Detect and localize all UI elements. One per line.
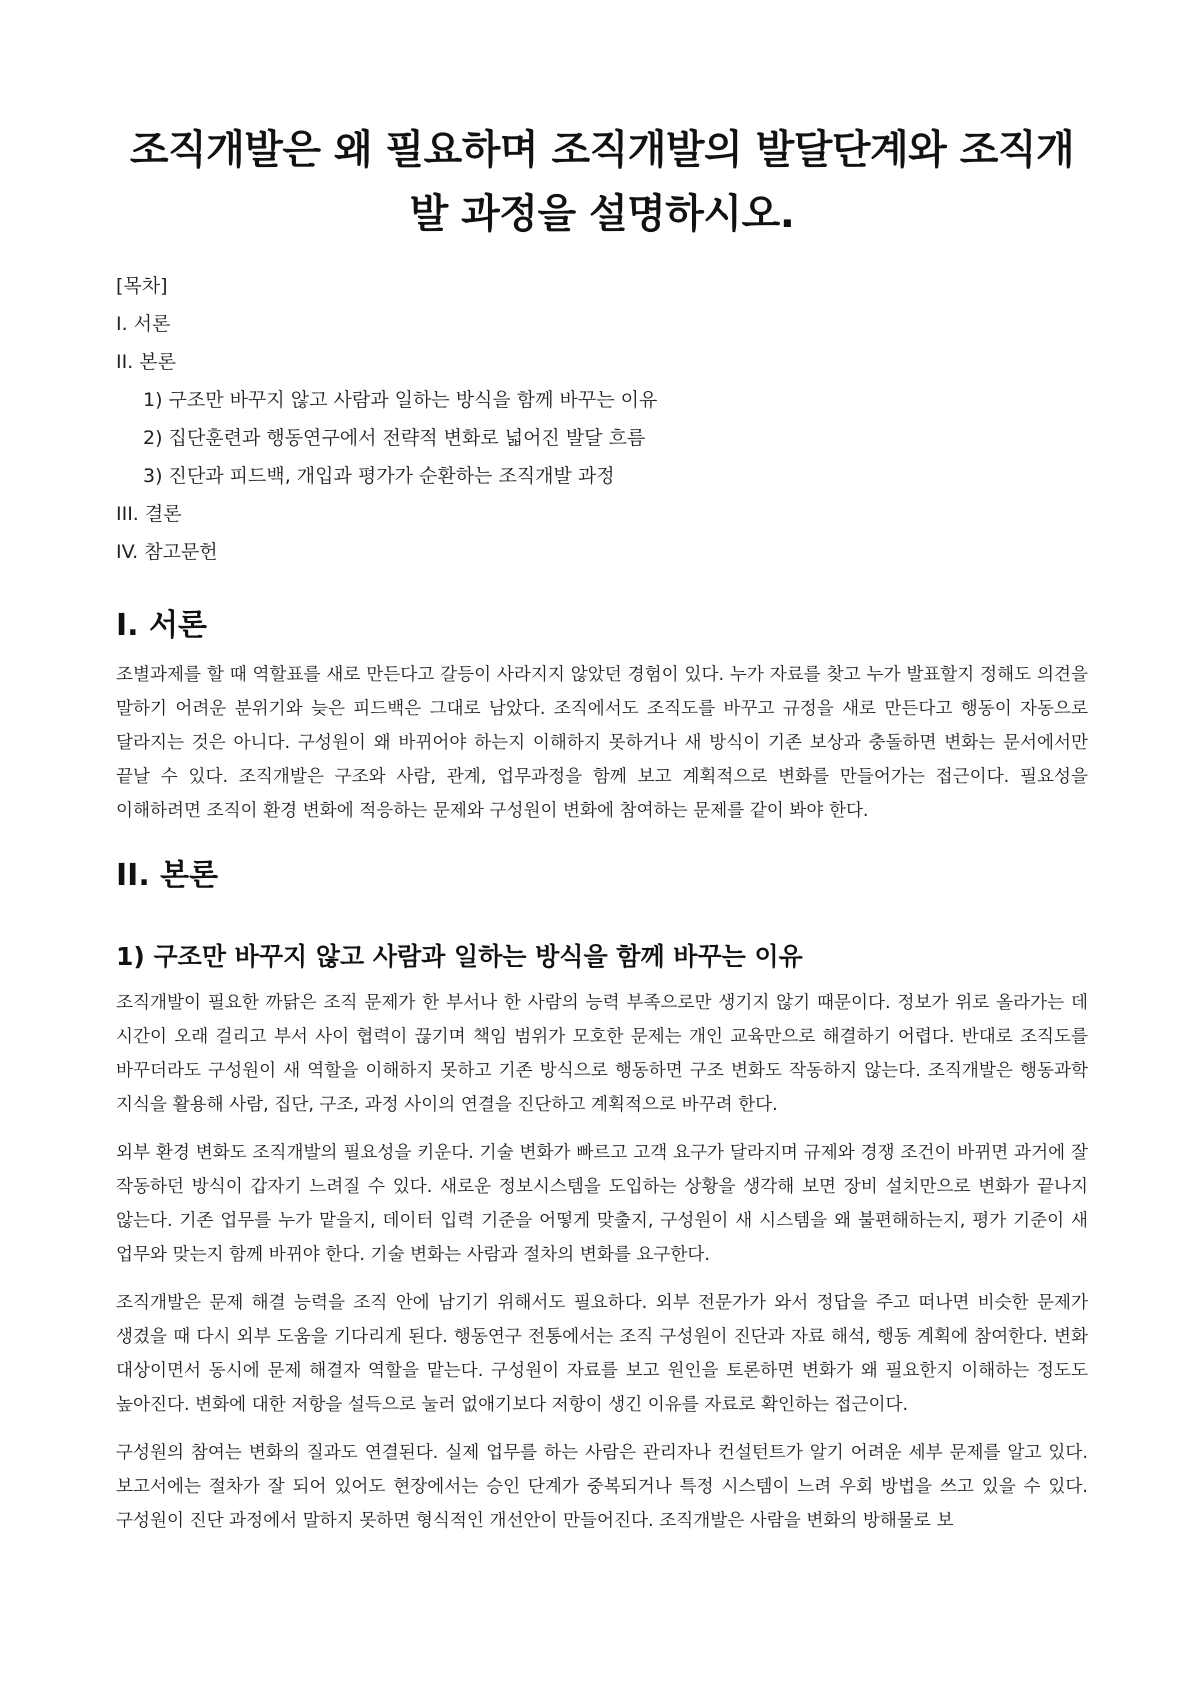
toc-item-conclusion: III. 결론 xyxy=(116,503,182,525)
toc-item-references: IV. 참고문헌 xyxy=(116,541,218,563)
document-title: 조직개발은 왜 필요하며 조직개발의 발달단계와 조직개발 과정을 설명하시오. xyxy=(129,127,1075,237)
toc-item-body-section-3: 3) 진단과 피드백, 개입과 평가가 순환하는 조직개발 과정 xyxy=(143,465,615,487)
toc-item-body-section-1: 1) 구조만 바꾸지 않고 사람과 일하는 방식을 함께 바꾸는 이유 xyxy=(143,389,658,411)
subsection-1-paragraph: 조직개발은 문제 해결 능력을 조직 안에 남기기 위해서도 필요하다. 외부 전문가가 와서 정답을 주고 떠나면 비슷한 문제가 생겼을 때 다시 외부 도움을 기다리게 된다. 행동연구 전통에서는 조직 구성원이 진단과 자료 해석, 행동 계획에 참여한다. 변화 대상이면서 동시에 문제 해결자 역할을 맡는다. 구성원이 자료를 보고 원인을 토론하면 변화가 왜 필요한지 이해하는 정도도 높아진다. 변화에 대한 저항을 설득으로 눌러 없애기보다 저항이 생긴 이유를 자료로 확인하는 접근이다. xyxy=(116,1293,1088,1415)
introduction-paragraph: 조별과제를 할 때 역할표를 새로 만든다고 갈등이 사라지지 않았던 경험이 있다. 누가 자료를 찾고 누가 발표할지 정해도 의견을 말하기 어려운 분위기와 늦은 피드백은 그대로 남았다. 조직에서도 조직도를 바꾸고 규정을 새로 만든다고 행동이 자동으로 달라지는 것은 아니다. 구성원이 왜 바뀌어야 하는지 이해하지 못하거나 새 방식이 기존 보상과 충돌하면 변화는 문서에서만 끝날 수 있다. 조직개발은 구조와 사람, 관계, 업무과정을 함께 보고 계획적으로 변화를 만들어가는 접근이다. 필요성을 이해하려면 조직이 환경 변화에 적응하는 문제와 구성원이 변화에 참여하는 문제를 같이 봐야 한다. xyxy=(116,665,1088,821)
subsection-1-paragraph: 구성원의 참여는 변화의 질과도 연결된다. 실제 업무를 하는 사람은 관리자나 컨설턴트가 알기 어려운 세부 문제를 알고 있다. 보고서에는 절차가 잘 되어 있어도 현장에서는 승인 단계가 중복되거나 특정 시스템이 느려 우회 방법을 쓰고 있을 수 있다. 구성원이 진단 과정에서 말하지 못하면 형식적인 개선안이 만들어진다. 조직개발은 사람을 변화의 방해물로 보 xyxy=(116,1443,1088,1531)
toc-heading: [목차] xyxy=(116,275,168,297)
toc-item-body: II. 본론 xyxy=(116,351,176,373)
introduction-heading: I. 서론 xyxy=(116,608,207,643)
subsection-1-heading: 1) 구조만 바꾸지 않고 사람과 일하는 방식을 함께 바꾸는 이유 xyxy=(116,942,803,971)
toc-item-introduction: I. 서론 xyxy=(116,313,171,335)
body-heading: II. 본론 xyxy=(116,858,219,893)
toc-item-body-section-2: 2) 집단훈련과 행동연구에서 전략적 변화로 넓어진 발달 흐름 xyxy=(143,427,646,449)
table-of-contents xyxy=(116,274,1088,578)
subsection-1-paragraph: 외부 환경 변화도 조직개발의 필요성을 키운다. 기술 변화가 빠르고 고객 요구가 달라지며 규제와 경쟁 조건이 바뀌면 과거에 잘 작동하던 방식이 갑자기 느려질 수 있다. 새로운 정보시스템을 도입하는 상황을 생각해 보면 장비 설치만으로 변화가 끝나지 않는다. 기존 업무를 누가 맡을지, 데이터 입력 기준을 어떻게 맞출지, 구성원이 새 시스템을 왜 불편해하는지, 평가 기준이 새 업무와 맞는지 함께 바뀌야 한다. 기술 변화는 사람과 절차의 변화를 요구한다. xyxy=(116,1143,1088,1265)
subsection-1-paragraph: 조직개발이 필요한 까닭은 조직 문제가 한 부서나 한 사람의 능력 부족으로만 생기지 않기 때문이다. 정보가 위로 올라가는 데 시간이 오래 걸리고 부서 사이 협력이 끊기며 책임 범위가 모호한 문제는 개인 교육만으로 해결하기 어렵다. 반대로 조직도를 바꾸더라도 구성원이 새 역할을 이해하지 못하고 기존 방식으로 행동하면 구조 변화도 작동하지 않는다. 조직개발은 행동과학 지식을 활용해 사람, 집단, 구조, 과정 사이의 연결을 진단하고 계획적으로 바꾸려 한다. xyxy=(116,993,1088,1115)
